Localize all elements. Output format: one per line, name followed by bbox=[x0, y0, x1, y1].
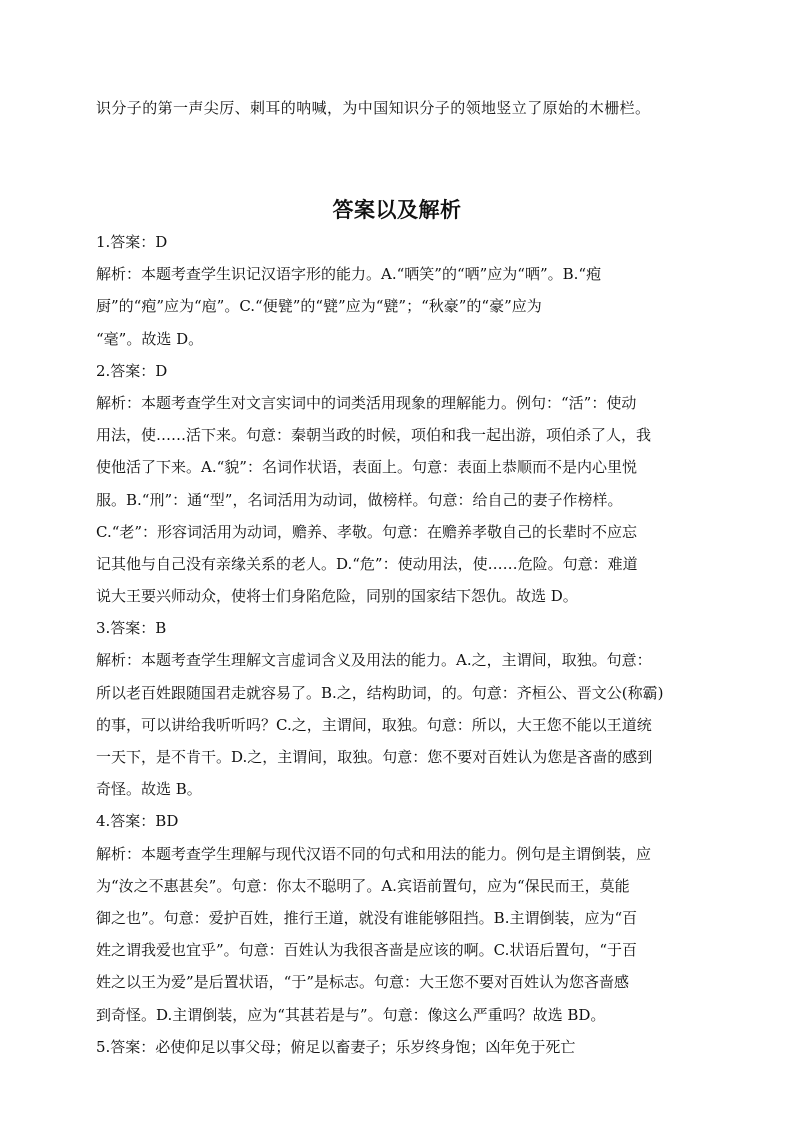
answer-1-explanation-line: “毫”。故选 D。 bbox=[96, 329, 204, 348]
answer-4-explanation-line: 为“汝之不惠甚矣”。句意：你太不聪明了。A.宾语前置句，应为“保民而王，莫能 bbox=[96, 876, 630, 895]
answer-2-explanation-line: 解析：本题考查学生对文言实词中的词类活用现象的理解能力。例句：“活”：使动 bbox=[96, 393, 637, 412]
intro-paragraph: 识分子的第一声尖厉、刺耳的呐喊，为中国知识分子的领地竖立了原始的木栅栏。 bbox=[96, 99, 651, 117]
answer-4-explanation-line: 到奇怪。D.主谓倒装，应为“其甚若是与”。句意：像这么严重吗？故选 BD。 bbox=[96, 1005, 606, 1024]
answer-4-explanation-line: 姓之谓我爱也宜乎”。句意：百姓认为我很吝啬是应该的啊。C.状语后置句，“于百 bbox=[96, 941, 638, 960]
answer-4-explanation-line: 解析：本题考查学生理解与现代汉语不同的句式和用法的能力。例句是主谓倒装，应 bbox=[96, 844, 652, 863]
answer-2-explanation-line: 使他活了下来。A.“貌”：名词作状语，表面上。句意：表面上恭顺而不是内心里悦 bbox=[96, 458, 637, 477]
answer-4-explanation-line: 御之也”。句意：爱护百姓，推行王道，就没有谁能够阻挡。B.主谓倒装，应为“百 bbox=[96, 908, 638, 927]
answer-3-explanation-line: 解析：本题考查学生理解文言虚词含义及用法的能力。A.之，主谓间，取独。句意： bbox=[96, 651, 652, 670]
answer-4-label: 4.答案：BD bbox=[96, 812, 179, 831]
answer-1-explanation-line: 厨”的“疱”应为“庖”。C.“便甓”的“甓”应为“甓”；“秋豪”的“豪”应为 bbox=[96, 297, 542, 316]
answer-3-explanation-line: 一天下，是不肯干。D.之，主谓间，取独。句意：您不要对百姓认为您是吝啬的感到 bbox=[96, 748, 653, 766]
answer-section bbox=[96, 226, 708, 1063]
answer-3-explanation-line: 的事，可以讲给我听听吗？C.之，主谓间，取独。句意：所以，大王您不能以王道统 bbox=[96, 715, 652, 734]
answer-2-explanation-line: 服。B.“刑”：通“型”，名词活用为动词，做榜样。句意：给自己的妻子作榜样。 bbox=[96, 490, 623, 509]
answer-2-explanation-line: 说大王要兴师动众，使将士们身陷危险，同别的国家结下怨仇。故选 D。 bbox=[96, 587, 578, 606]
answers-heading: 答案以及解析 bbox=[332, 197, 462, 222]
answer-5-label: 5.答案：必使仰足以事父母；俯足以畜妻子；乐岁终身饱；凶年免于死亡 bbox=[96, 1037, 576, 1056]
answer-1-explanation-line: 解析：本题考查学生识记汉语字形的能力。A.“哂笑”的“哂”应为“哂”。B.“疱 bbox=[96, 265, 602, 284]
answer-2-explanation-line: 用法，使……活下来。句意：秦朝当政的时候，项伯和我一起出游，项伯杀了人，我 bbox=[96, 426, 652, 445]
answer-1-label: 1.答案：D bbox=[96, 233, 168, 251]
answer-3-explanation-line: 奇怪。故选 B。 bbox=[96, 780, 202, 799]
answer-2-explanation-line: C.“老”：形容词活用为动词，赡养、孝敬。句意：在赡养孝敬自己的长辈时不应忘 bbox=[96, 522, 638, 541]
answer-3-explanation-line: 所以老百姓跟随国君走就容易了。B.之，结构助词，的。句意：齐桓公、晋文公(称霸) bbox=[96, 683, 664, 702]
answer-3-label: 3.答案：B bbox=[96, 619, 167, 638]
answer-2-explanation-line: 记其他与自己没有亲缘关系的老人。D.“危”：使动用法，使……危险。句意：难道 bbox=[96, 554, 638, 573]
answer-2-label: 2.答案：D bbox=[96, 361, 168, 380]
answer-4-explanation-line: 姓之以王为爱”是后置状语，“于”是标志。句意：大王您不要对百姓认为您吝啬感 bbox=[96, 973, 630, 992]
